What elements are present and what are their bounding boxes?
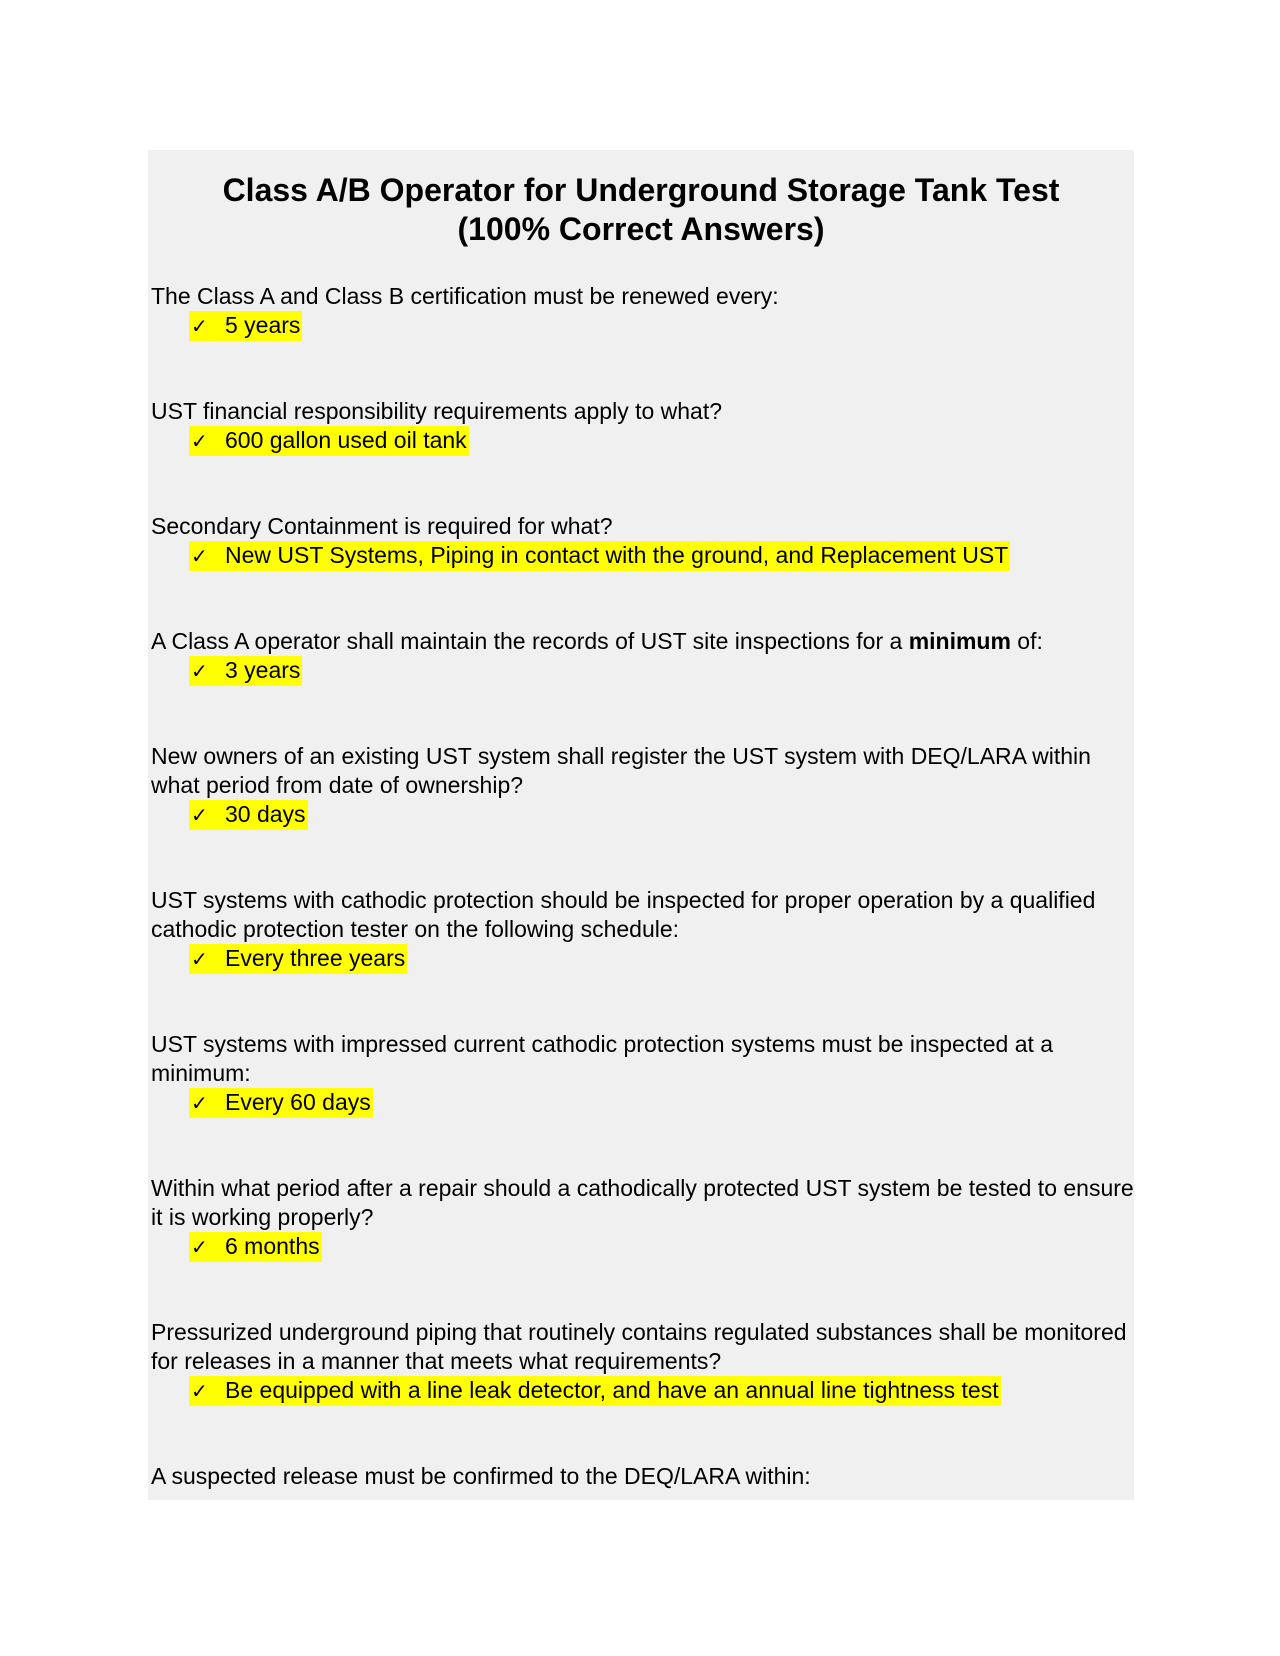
question-text-part: A Class A operator shall maintain the records of UST site inspections for a — [151, 628, 909, 654]
question-block — [151, 886, 1136, 974]
question-text: Secondary Containment is required for what? — [151, 513, 613, 539]
question-text: UST financial responsibility requirements apply to what? — [151, 398, 723, 424]
question-block — [151, 627, 1136, 686]
answer-text: 3 years — [225, 657, 301, 683]
answer-line — [151, 1376, 1136, 1406]
question-text: UST systems with cathodic protection should be inspected for proper operation by a qualified cathodic protection tester on the following schedule: — [151, 887, 1096, 942]
answer-line — [151, 1232, 1136, 1262]
question-text: UST systems with impressed current cathodic protection systems must be inspected at a minimum: — [151, 1031, 1054, 1086]
question-block — [151, 1030, 1136, 1118]
title-line-1: Class A/B Operator for Underground Storage Tank Test — [222, 172, 1060, 209]
answer-line — [151, 656, 1136, 686]
question-block — [151, 1174, 1136, 1262]
check-icon: ✓ — [191, 803, 208, 827]
answer-line — [151, 944, 1136, 974]
answer-text: Every three years — [225, 945, 406, 971]
question-text — [151, 627, 1136, 656]
answer-line — [151, 426, 1136, 456]
check-icon: ✓ — [191, 659, 208, 683]
question-block — [151, 397, 1136, 456]
document-title — [148, 171, 1134, 249]
answer-line — [151, 800, 1136, 830]
answer-text: New UST Systems, Piping in contact with the ground, and Replacement UST — [225, 542, 1009, 568]
question-text: Within what period after a repair should a cathodically protected UST system be tested to ensure it is working properly? — [151, 1175, 1134, 1230]
check-icon: ✓ — [191, 1235, 208, 1259]
check-icon: ✓ — [191, 429, 208, 453]
question-block — [151, 1318, 1136, 1406]
check-icon: ✓ — [191, 1091, 208, 1115]
answer-line — [151, 1088, 1136, 1118]
answer-line — [151, 311, 1136, 341]
answer-text: Be equipped with a line leak detector, and have an annual line tightness test — [225, 1377, 999, 1403]
check-icon: ✓ — [191, 1379, 208, 1403]
question-text: New owners of an existing UST system shall register the UST system with DEQ/LARA within what period from date of ownership? — [151, 743, 1091, 798]
question-emphasis: minimum — [908, 628, 1011, 654]
question-text: A suspected release must be confirmed to the DEQ/LARA within: — [151, 1463, 811, 1489]
answer-text: 6 months — [225, 1233, 320, 1259]
question-text: The Class A and Class B certification must be renewed every: — [151, 283, 779, 309]
question-block — [151, 512, 1136, 571]
question-block — [151, 282, 1136, 341]
answer-text: Every 60 days — [225, 1089, 371, 1115]
question-text: Pressurized underground piping that routinely contains regulated substances shall be monitored for releases in a manner that meets what requirements? — [151, 1319, 1127, 1374]
title-line-2: (100% Correct Answers) — [457, 211, 825, 248]
check-icon: ✓ — [191, 947, 208, 971]
check-icon: ✓ — [191, 314, 208, 338]
answer-text: 5 years — [225, 312, 301, 338]
answer-line — [151, 541, 1136, 571]
question-block — [151, 742, 1136, 830]
answer-text: 30 days — [225, 801, 306, 827]
check-icon: ✓ — [191, 544, 208, 568]
answer-text: 600 gallon used oil tank — [225, 427, 467, 453]
question-block — [151, 1462, 1136, 1491]
question-text-part: of: — [1010, 628, 1043, 654]
